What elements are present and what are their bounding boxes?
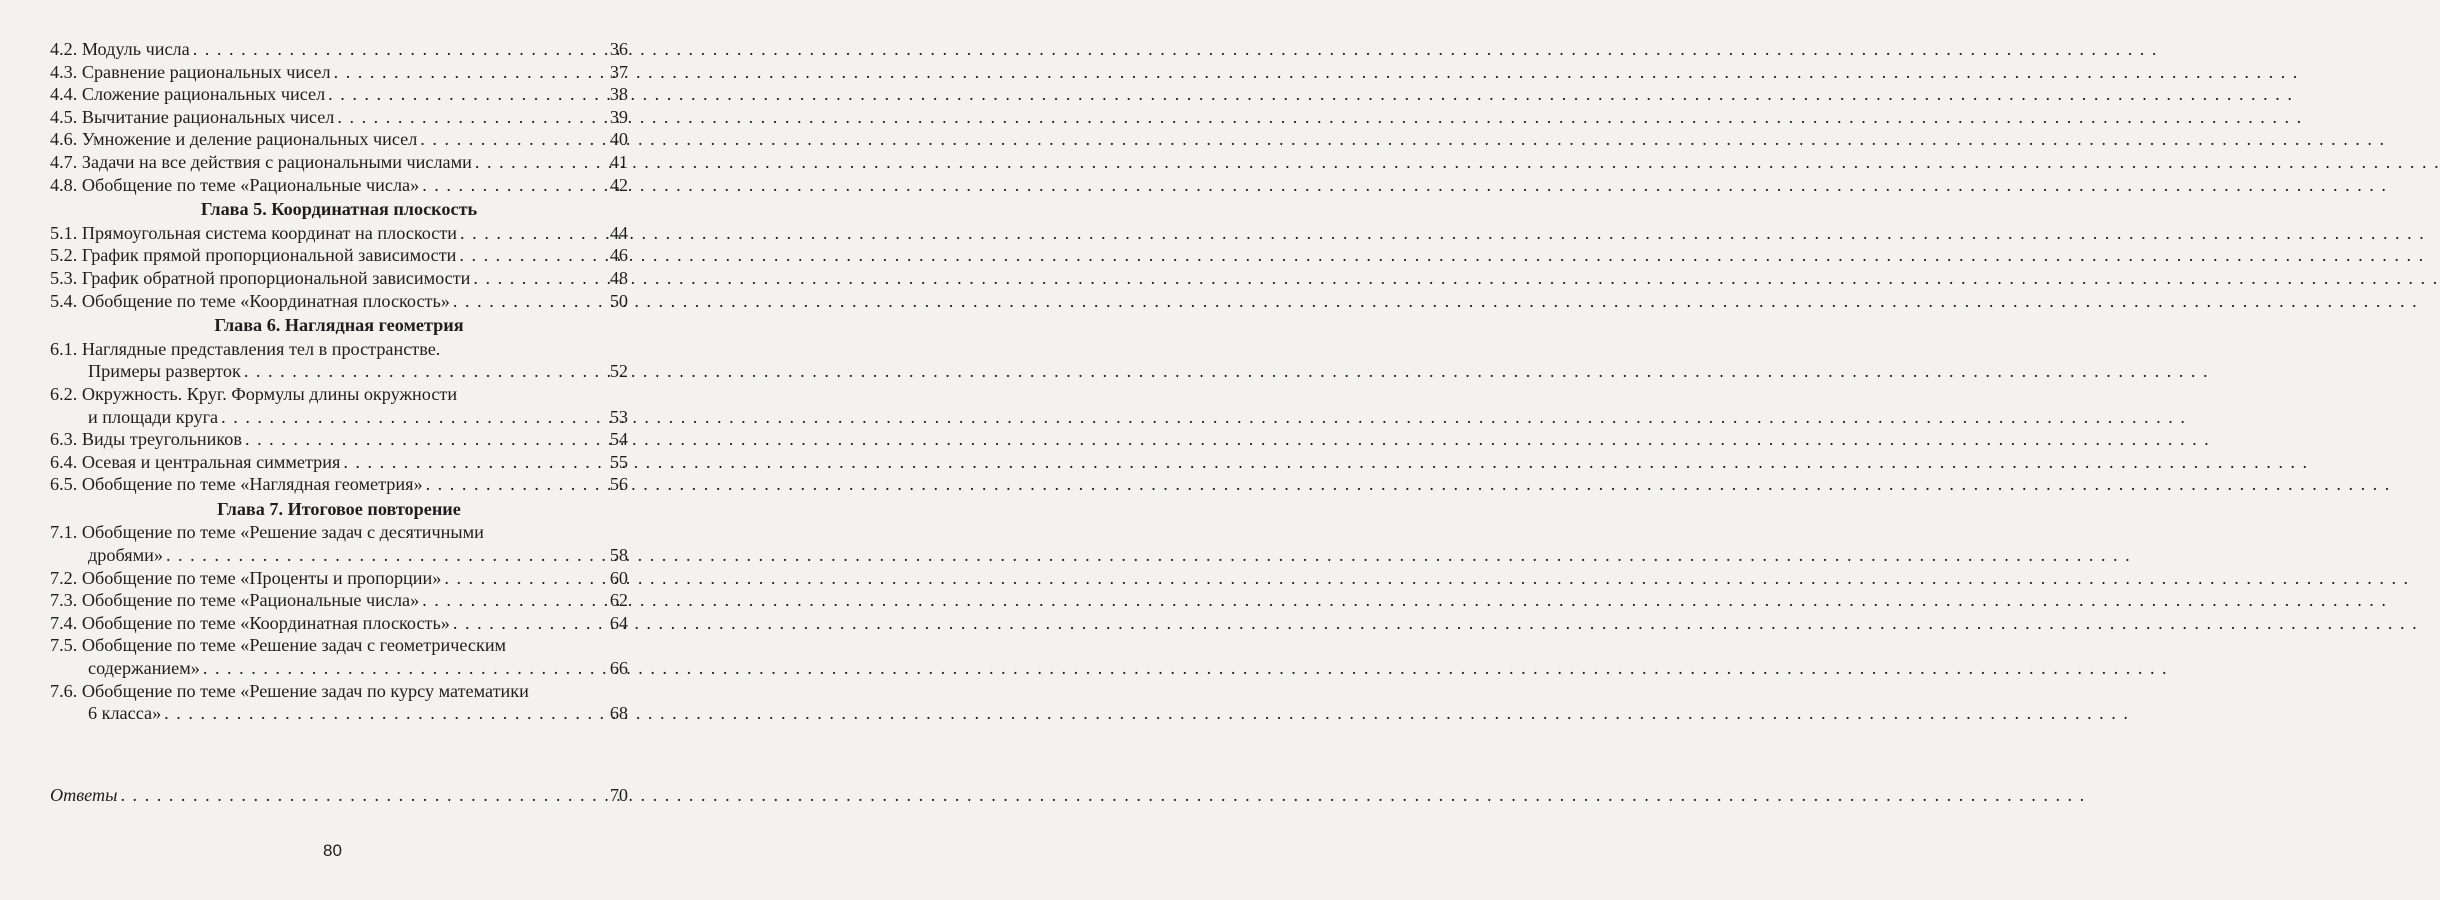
dot-leader <box>422 589 608 612</box>
entry-title: Вычитание рациональных чисел <box>81 106 335 127</box>
entry-page: 55 <box>609 451 628 472</box>
entry-number: 4.7. <box>50 151 78 172</box>
chapter-5-heading: Глава 5. Координатная плоскость <box>200 199 478 220</box>
dot-leader <box>460 222 608 245</box>
entry-number: 7.1. <box>50 522 78 543</box>
dot-leader <box>334 61 608 84</box>
dot-leader <box>422 174 608 197</box>
entry-page: 58 <box>609 545 628 566</box>
entry-title: Обобщение по теме «Проценты и пропорции» <box>81 567 442 588</box>
entry-title: Сравнение рациональных чисел <box>81 61 331 82</box>
entry-title-line1: Наглядные представления тел в пространстве. <box>81 338 441 359</box>
entry-page: 62 <box>609 590 628 611</box>
entry-page: 48 <box>609 267 628 288</box>
entry-title: График обратной пропорциональной зависимости <box>81 267 471 288</box>
entry-title: Обобщение по теме «Координатная плоскость» <box>81 612 450 633</box>
toc-entry-7-1 <box>50 521 628 566</box>
entry-page: 68 <box>609 703 628 724</box>
table-of-contents <box>50 38 628 725</box>
dot-leader <box>245 428 608 451</box>
entry-title-line2: и площади круга <box>88 406 219 427</box>
chapter-7-heading: Глава 7. Итоговое повторение <box>217 498 461 519</box>
entry-title: Модуль числа <box>81 39 190 59</box>
toc-entry-5-1 <box>50 222 628 245</box>
entry-number: 5.2. <box>50 245 78 266</box>
entry-title: График прямой пропорциональной зависимости <box>81 245 457 266</box>
dot-leader <box>475 151 608 174</box>
entry-number: 7.4. <box>50 612 78 633</box>
entry-page: 70 <box>609 785 628 805</box>
toc-entry-6-3 <box>50 428 628 451</box>
entry-title: Виды треугольников <box>81 429 242 450</box>
entry-title-line2: дробями» <box>88 545 163 566</box>
dot-leader <box>337 106 607 129</box>
dot-leader <box>193 38 608 61</box>
toc-entry-answers <box>50 784 628 807</box>
dot-leader <box>328 83 608 106</box>
entry-number: 4.8. <box>50 174 78 195</box>
entry-page: 44 <box>609 222 628 243</box>
entry-number: 5.4. <box>50 290 78 311</box>
entry-number: 4.4. <box>50 84 78 105</box>
entry-number: 4.3. <box>50 61 78 82</box>
entry-title-line2: содержанием» <box>88 658 200 679</box>
entry-number: 5.3. <box>50 267 78 288</box>
entry-page: 54 <box>609 429 628 450</box>
entry-number: 6.3. <box>50 429 78 450</box>
entry-page: 66 <box>609 658 628 679</box>
entry-page: 46 <box>609 245 628 266</box>
entry-title: Прямоугольная система координат на плоскости <box>81 222 458 243</box>
entry-page: 50 <box>609 290 628 311</box>
dot-leader <box>453 290 608 313</box>
entry-number: 7.3. <box>50 590 78 611</box>
dot-leader <box>459 244 607 267</box>
entry-page: 42 <box>609 174 628 195</box>
book-page <box>0 0 665 900</box>
toc-entry-4-7 <box>50 151 628 174</box>
entry-number: 7.5. <box>50 635 78 656</box>
toc-entry-4-3 <box>50 61 628 84</box>
entry-page: 37 <box>609 61 628 82</box>
toc-entry-7-6 <box>50 680 628 725</box>
dot-leader <box>473 267 607 290</box>
toc-entry-7-2 <box>50 567 628 590</box>
toc-entry-4-4 <box>50 83 628 106</box>
dot-leader <box>203 657 608 680</box>
entry-title: Осевая и центральная симметрия <box>81 451 341 472</box>
page-number: 80 <box>323 841 342 860</box>
entry-number: 7.6. <box>50 680 78 701</box>
toc-entry-4-8 <box>50 174 628 197</box>
toc-entry-4-2 <box>50 38 628 61</box>
dot-leader <box>343 451 607 474</box>
dot-leader <box>453 612 608 635</box>
toc-entry-7-3 <box>50 589 628 612</box>
entry-page: 39 <box>609 106 628 127</box>
entry-title-line2: 6 класса» <box>88 703 162 724</box>
entry-page: 38 <box>609 84 628 105</box>
entry-title: Сложение рациональных чисел <box>81 84 326 105</box>
entry-title-line1: Обобщение по теме «Решение задач с геометрическим <box>81 635 507 656</box>
entry-title: Обобщение по теме «Рациональные числа» <box>81 590 420 611</box>
entry-title: Задачи на все действия с рациональными числами <box>81 151 472 172</box>
entry-page: 41 <box>609 151 628 172</box>
entry-page: 64 <box>609 612 628 633</box>
dot-leader <box>244 360 608 383</box>
dot-leader <box>164 702 608 725</box>
entry-number: 4.2. <box>50 39 78 59</box>
entry-page: 40 <box>609 129 628 150</box>
chapter-6-heading: Глава 6. Наглядная геометрия <box>214 315 464 336</box>
dot-leader <box>426 473 608 496</box>
dot-leader <box>444 567 607 590</box>
toc-entry-4-5 <box>50 106 628 129</box>
entry-title-line1: Окружность. Круг. Формулы длины окружности <box>81 383 458 404</box>
toc-entry-6-2 <box>50 383 628 428</box>
toc-entry-4-6 <box>50 128 628 151</box>
toc-entry-6-4 <box>50 451 628 474</box>
entry-page: 36 <box>609 39 628 59</box>
entry-title: Обобщение по теме «Рациональные числа» <box>81 174 420 195</box>
dot-leader <box>166 544 608 567</box>
entry-title-line1: Обобщение по теме «Решение задач по курсу математики <box>81 680 529 701</box>
toc-entry-5-3 <box>50 267 628 290</box>
entry-number: 6.2. <box>50 383 78 404</box>
entry-page: 53 <box>609 406 628 427</box>
entry-number: 4.6. <box>50 129 78 150</box>
entry-number: 6.1. <box>50 338 78 359</box>
toc-entry-7-5 <box>50 634 628 679</box>
toc-entry-7-4 <box>50 612 628 635</box>
entry-title: Ответы <box>50 785 118 805</box>
entry-number: 5.1. <box>50 222 78 243</box>
dot-leader <box>120 784 607 807</box>
entry-title-line2: Примеры разверток <box>88 361 241 382</box>
entry-title-line1: Обобщение по теме «Решение задач с десятичными <box>81 522 484 543</box>
entry-number: 7.2. <box>50 567 78 588</box>
entry-title: Обобщение по теме «Наглядная геометрия» <box>81 474 423 495</box>
entry-page: 56 <box>609 474 628 495</box>
dot-leader <box>420 128 608 151</box>
entry-title: Обобщение по теме «Координатная плоскость» <box>81 290 450 311</box>
entry-page: 60 <box>609 567 628 588</box>
entry-number: 6.5. <box>50 474 78 495</box>
entry-number: 4.5. <box>50 106 78 127</box>
toc-entry-5-4 <box>50 290 628 313</box>
entry-title: Умножение и деление рациональных чисел <box>81 129 418 150</box>
toc-entry-6-5 <box>50 473 628 496</box>
dot-leader <box>221 406 608 429</box>
entry-page: 52 <box>609 361 628 382</box>
entry-number: 6.4. <box>50 451 78 472</box>
toc-entry-6-1 <box>50 338 628 383</box>
toc-entry-5-2 <box>50 244 628 267</box>
